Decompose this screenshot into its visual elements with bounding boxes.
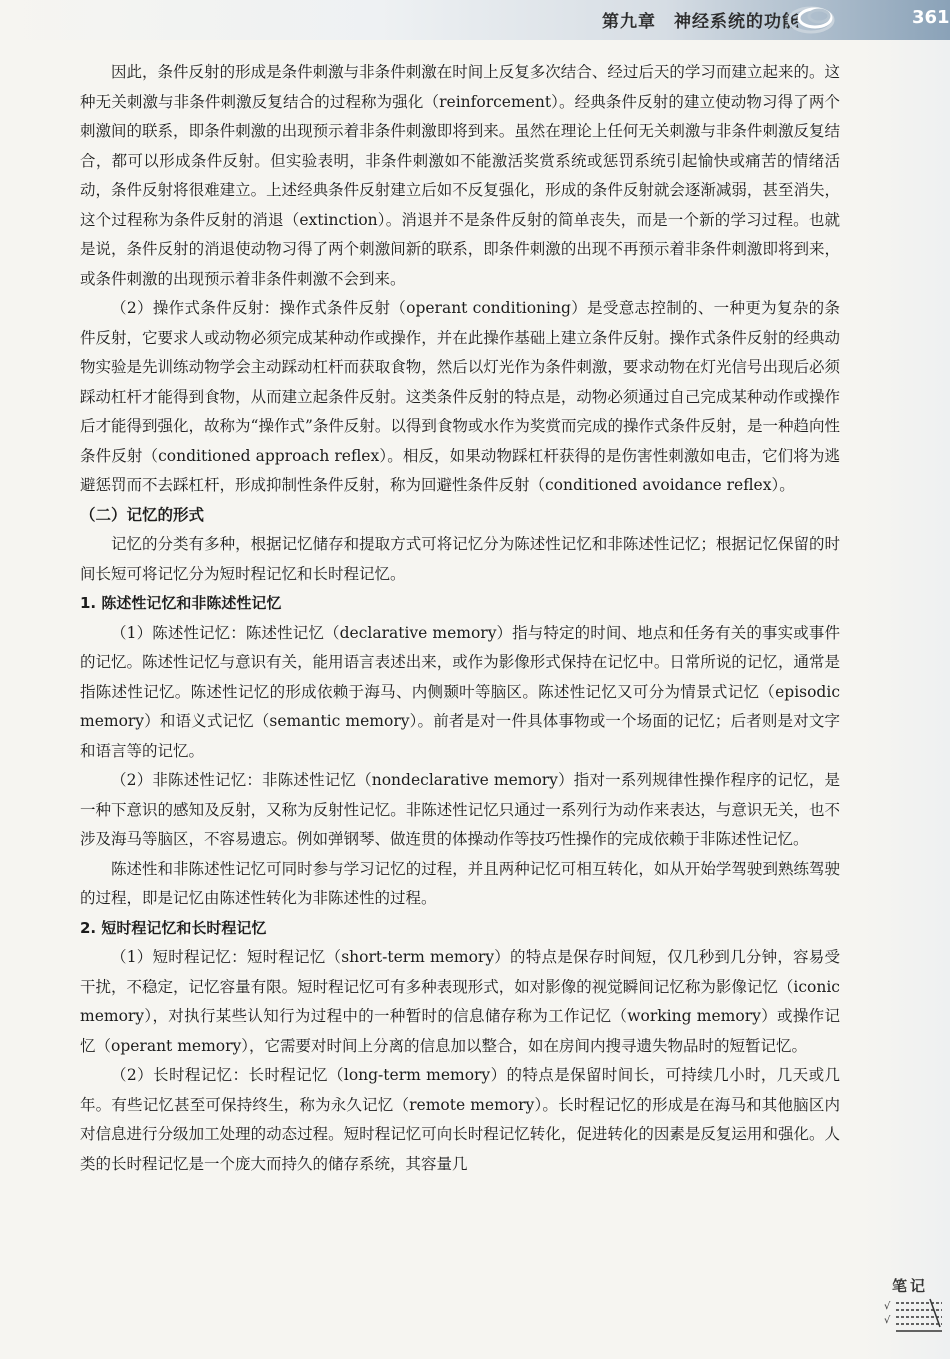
subheading-short-long-term: 2. 短时程记忆和长时程记忆	[80, 918, 267, 937]
svg-text:√: √	[884, 1301, 891, 1312]
svg-text:√: √	[884, 1315, 891, 1326]
paragraph-memory-classification: 记忆的分类有多种，根据记忆储存和提取方式可将记忆分为陈述性记忆和非陈述性记忆；根据记忆保留的时间长短可将记忆分为短时程记忆和长时程记忆。	[80, 535, 840, 583]
paragraph-short-term-memory: （1）短时程记忆：短时程记忆（short-term memory）的特点是保存时间短，仅几秒到几分钟，容易受干扰，不稳定，记忆容量有限。短时程记忆可有多种表现形式，如对影像的视觉瞬间记忆称为影像记忆（iconic memory），对执行某些认知行为过程中的一种暂时的信息储存称为工作记忆（working memory）或操作记忆（operant memory），它需要对时间上分离的信息加以整合，如在房间内搜寻遗失物品时的短暂记忆。	[80, 948, 840, 1055]
notes-label: 笔记	[892, 1277, 929, 1295]
section-heading-memory-forms: （二）记忆的形式	[80, 505, 205, 524]
paragraph-declarative-memory: （1）陈述性记忆：陈述性记忆（declarative memory）指与特定的时间、地点和任务有关的事实或事件的记忆。陈述性记忆与意识有关，能用语言表述出来，或作为影像形式保持在记忆中。日常所说的记忆，通常是指陈述性记忆。陈述性记忆的形成依赖于海马、内侧颞叶等脑区。陈述性记忆又可分为情景式记忆（episodic memory）和语义式记忆（semantic memory）。前者是对一件具体事物或一个场面的记忆；后者则是对文字和语言等的记忆。	[80, 623, 840, 760]
page-number: 361	[912, 7, 950, 28]
paragraph-long-term-memory: （2）长时程记忆：长时程记忆（long-term memory）的特点是保留时间长，可持续几小时，几天或几年。有些记忆甚至可保持终生，称为永久记忆（remote memory）。长时程记忆的形成是在海马和其他脑区内对信息进行分级加工处理的动态过程。短时程记忆可向长时程记忆转化，促进转化的因素是反复运用和强化。人类的长时程记忆是一个庞大而持久的储存系统，其容量几	[80, 1066, 840, 1173]
notes-lines-icon	[882, 1297, 948, 1337]
chapter-logo-icon	[785, 0, 845, 38]
subheading-declarative: 1. 陈述性记忆和非陈述性记忆	[80, 594, 282, 612]
paragraph-classical-conditioning: 因此，条件反射的形成是条件刺激与非条件刺激在时间上反复多次结合、经过后天的学习而建立起来的。这种无关刺激与非条件刺激反复结合的过程称为强化（reinforcement）。经典条件反射的建立使动物习得了两个刺激间的联系，即条件刺激的出现预示着非条件刺激即将到来。虽然在理论上任何无关刺激与非条件刺激反复结合，都可以形成条件反射。但实验表明，非条件刺激如不能激活奖赏系统或惩罚系统引起愉快或痛苦的情绪活动，条件反射将很难建立。上述经典条件反射建立后如不反复强化，形成的条件反射就会逐渐减弱，甚至消失，这个过程称为条件反射的消退（extinction）。消退并不是条件反射的简单丧失，而是一个新的学习过程。也就是说，条件反射的消退使动物习得了两个刺激间新的联系，即条件刺激的出现不再预示着非条件刺激即将到来，或条件刺激的出现预示着非条件刺激不会到来。	[80, 63, 840, 288]
paragraph-nondeclarative-memory: （2）非陈述性记忆：非陈述性记忆（nondeclarative memory）指对一系列规律性操作程序的记忆，是一种下意识的感知及反射，又称为反射性记忆。非陈述性记忆只通过一系列行为动作来表达，与意识无关，也不涉及海马等脑区，不容易遗忘。例如弹钢琴、做连贯的体操动作等技巧性操作的完成依赖于非陈述性记忆。	[80, 771, 840, 848]
paragraph-operant-conditioning: （2）操作式条件反射：操作式条件反射（operant conditioning）是受意志控制的、一种更为复杂的条件反射，它要求人或动物必须完成某种动作或操作，并在此操作基础上建立条件反射。操作式条件反射的经典动物实验是先训练动物学会主动踩动杠杆而获取食物，然后以灯光作为条件刺激，要求动物在灯光信号出现后必须踩动杠杆才能得到食物，从而建立起条件反射。这类条件反射的特点是，动物必须通过自己完成某种动作或操作后才能得到强化，故称为“操作式”条件反射。以得到食物或水作为奖赏而完成的操作式条件反射，是一种趋向性条件反射（conditioned approach reflex）。相反，如果动物踩杠杆获得的是伤害性刺激如电击，它们将为逃避惩罚而不去踩杠杆，形成抑制性条件反射，称为回避性条件反射（conditioned avoidance reflex）。	[80, 299, 840, 494]
paragraph-memory-conversion: 陈述性和非陈述性记忆可同时参与学习记忆的过程，并且两种记忆可相互转化，如从开始学驾驶到熟练驾驶的过程，即是记忆由陈述性转化为非陈述性的过程。	[80, 859, 840, 907]
page-body	[80, 58, 840, 1179]
notes-margin	[862, 40, 950, 1359]
chapter-title: 第九章 神经系统的功能	[602, 12, 800, 32]
